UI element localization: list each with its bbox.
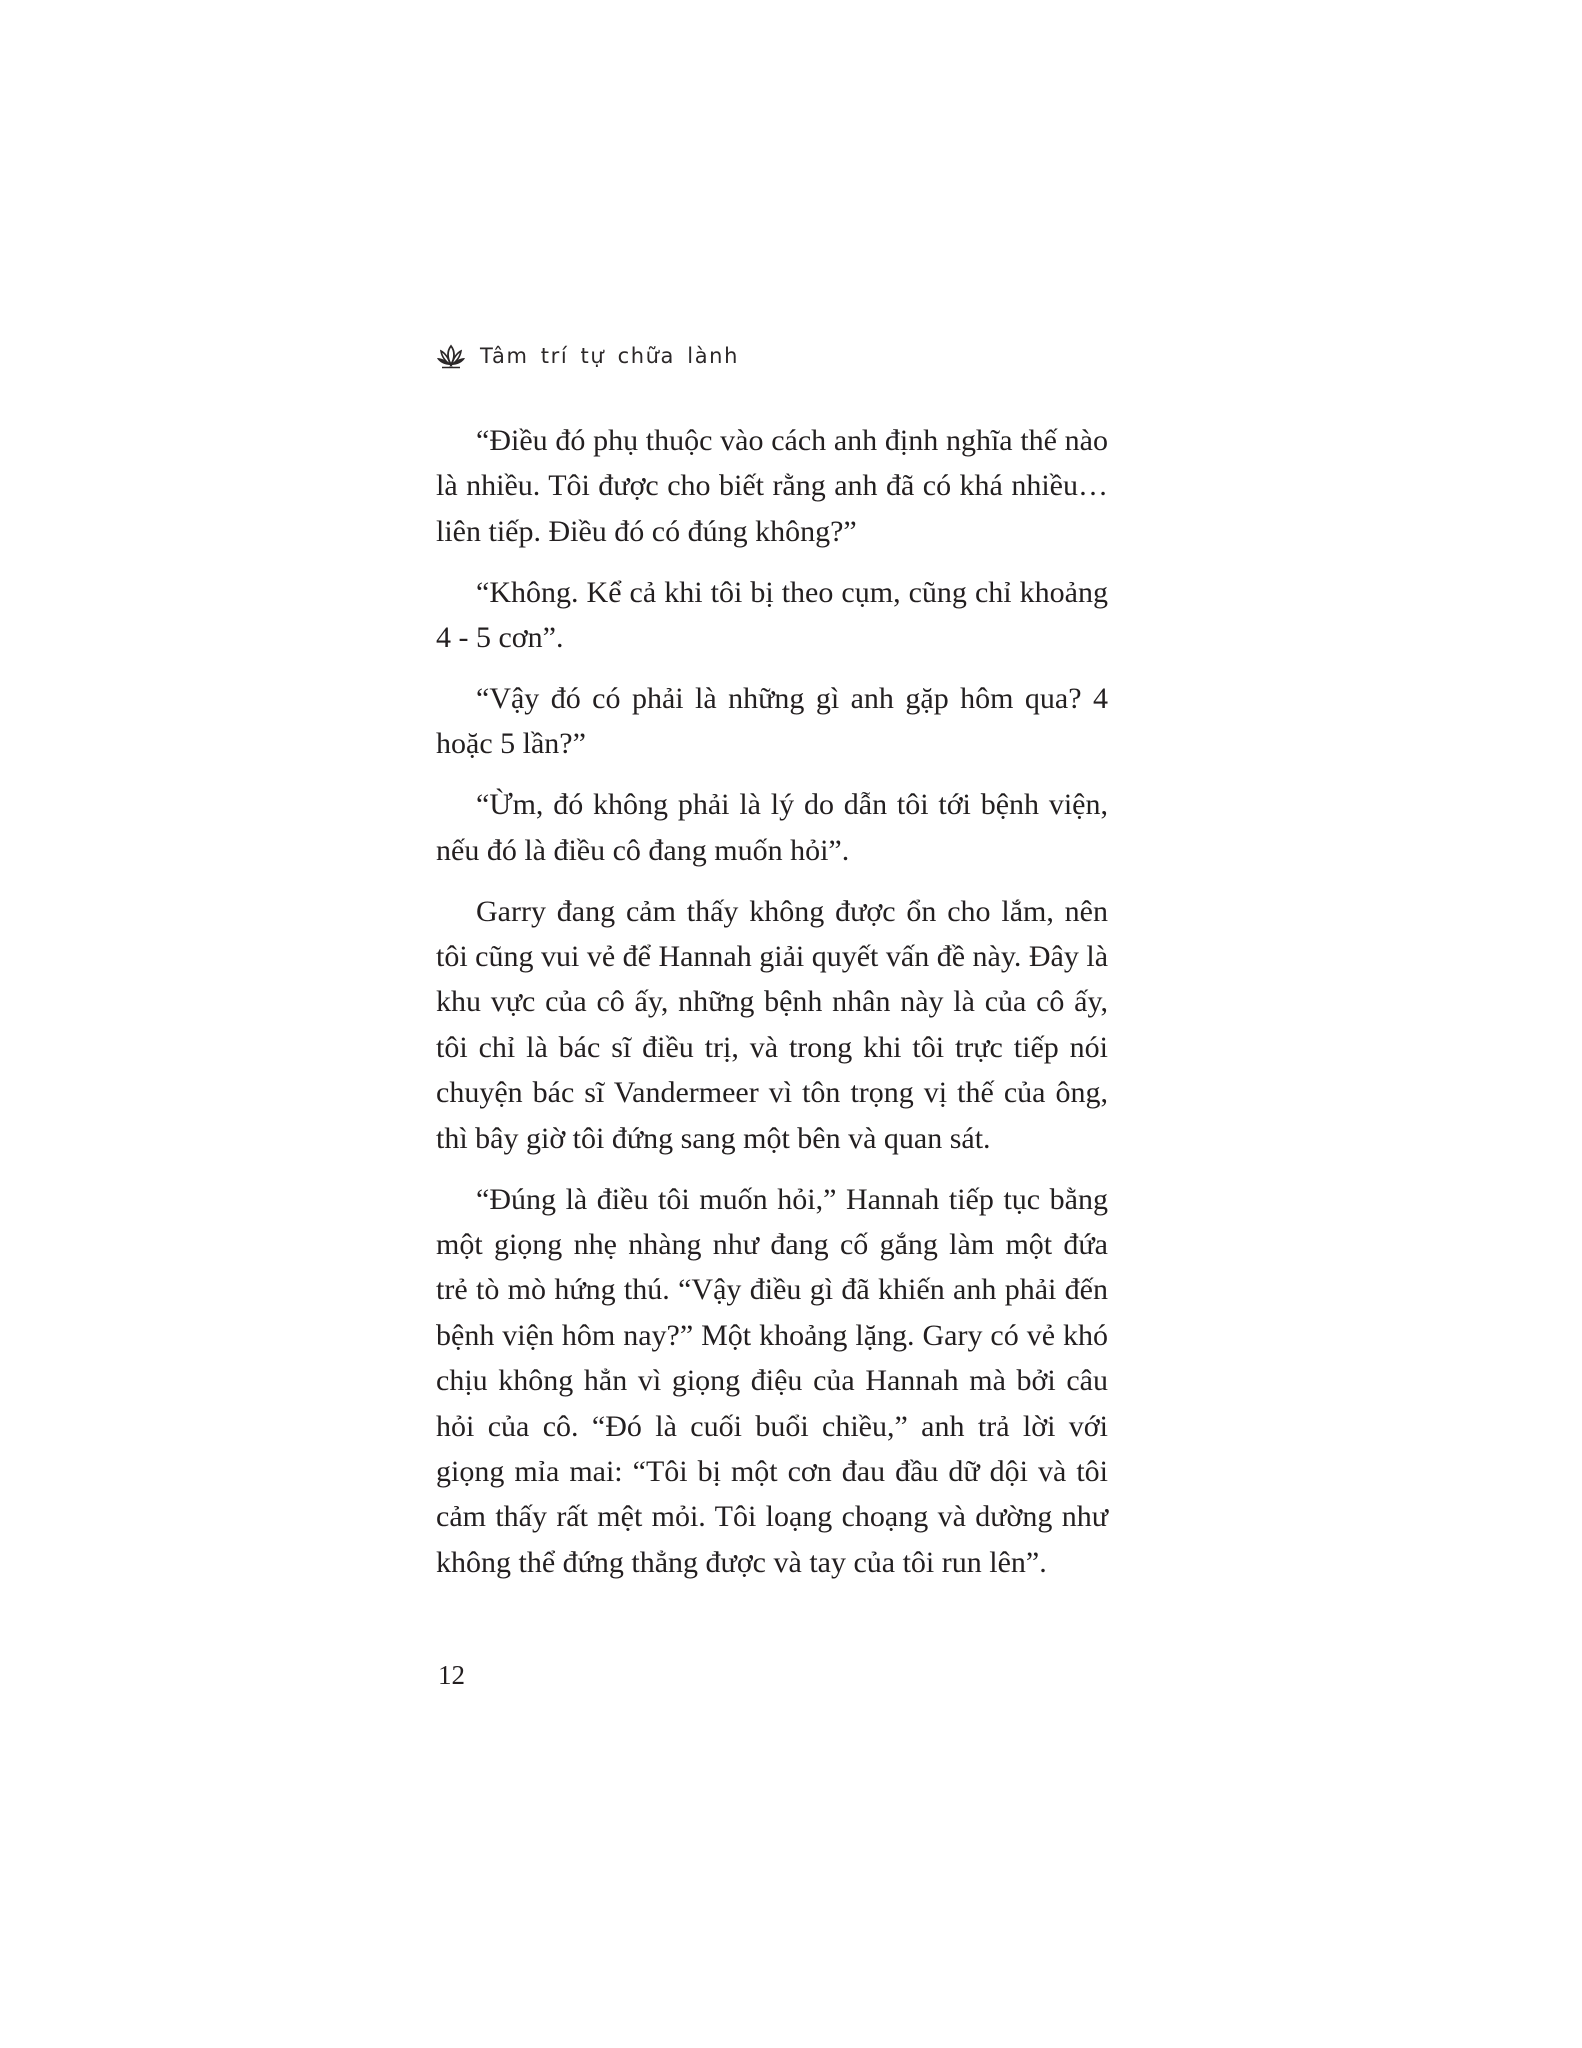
page-number: 12 (438, 1660, 465, 1690)
paragraph: Garry đang cảm thấy không được ổn cho lắm, nên tôi cũng vui vẻ để Hannah giải quyết vấn đề này. Đây là khu vực của cô ấy, những bệnh nhân này là của cô ấy, tôi chỉ là bác sĩ điều trị, và trong khi tôi trực tiếp nói chuyện bác sĩ Vandermeer vì tôn trọng vị thế của ông, thì bây giờ tôi đứng sang một bên và quan sát. (436, 894, 1109, 1155)
paragraph: “Vậy đó có phải là những gì anh gặp hôm qua? 4 hoặc 5 lần?” (436, 682, 1108, 761)
paragraph: “Điều đó phụ thuộc vào cách anh định nghĩa thế nào là nhiều. Tôi được cho biết rằng anh đã có khá nhiều… liên tiếp. Điều đó có đúng không?” (436, 424, 1108, 548)
paragraph: “Đúng là điều tôi muốn hỏi,” Hannah tiếp tục bằng một giọng nhẹ nhàng như đang cố gắng làm một đứa trẻ tò mò hứng thú. “Vậy điều gì đã khiến anh phải đến bệnh viện hôm nay?” Một khoảng lặng. Gary có vẻ khó chịu không hẳn vì giọng điệu của Hannah mà bởi câu hỏi của cô. “Đó là cuối buổi chiều,” anh trả lời với giọng mỉa mai: “Tôi bị một cơn đau đầu dữ dội và tôi cảm thấy rất mệt mỏi. Tôi loạng choạng và dường như không thể đứng thẳng được và tay của tôi run lên”. (436, 1182, 1108, 1579)
running-header (436, 336, 739, 376)
paragraph: “Ừm, đó không phải là lý do dẫn tôi tới bệnh viện, nếu đó là điều cô đang muốn hỏi”. (436, 788, 1108, 867)
body-text (436, 418, 1108, 1601)
lotus-icon (436, 343, 466, 369)
paragraph: “Không. Kể cả khi tôi bị theo cụm, cũng chỉ khoảng 4 - 5 cơn”. (436, 575, 1108, 655)
running-title: Tâm trí tự chữa lành (480, 344, 740, 368)
